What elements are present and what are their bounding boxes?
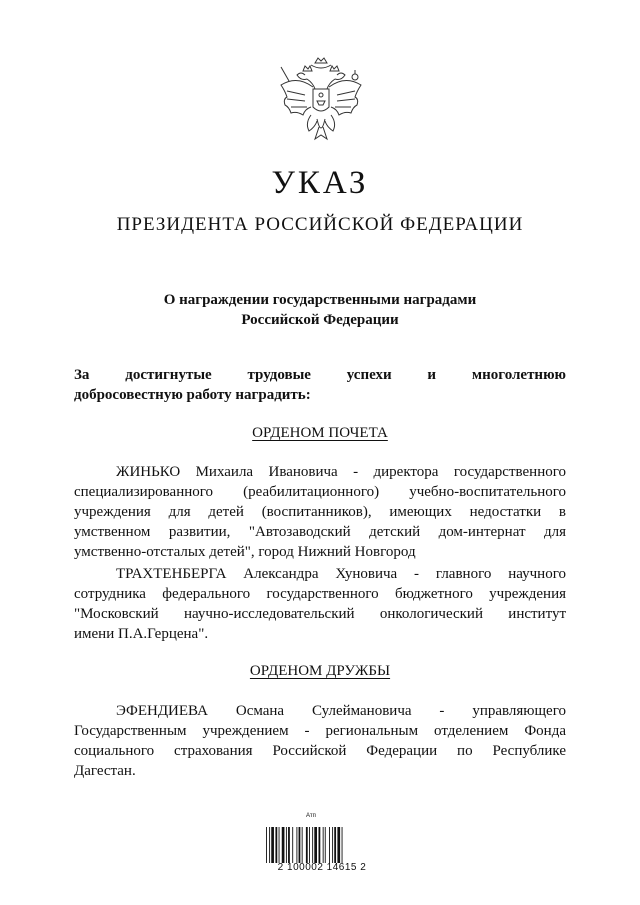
intro-paragraph xyxy=(74,365,566,405)
entry-line: умственном развитии, "Автозаводский детский дом-интернат для xyxy=(74,524,566,540)
section-title-order-of-honour xyxy=(0,423,640,443)
section-title-text: ОРДЕНОМ ПОЧЕТА xyxy=(252,425,388,441)
barcode-top-label: Атп xyxy=(306,813,316,819)
intro-line-1: За достигнутые трудовые успехи и многолетнюю xyxy=(74,367,566,383)
entry-line: "Московский научно-исследовательский онкологический институт xyxy=(74,606,566,622)
award-entry xyxy=(74,564,566,644)
intro-line-2: добросовестную работу наградить: xyxy=(74,387,311,403)
entry-line: Дагестан. xyxy=(74,763,136,779)
award-entry xyxy=(74,462,566,562)
heading-line-2: Российской Федерации xyxy=(241,312,399,328)
document-title: УКАЗ xyxy=(271,165,369,201)
entry-line: социального страхования Российской Федерации по Республике xyxy=(74,743,566,759)
barcode-number: 2 100002 14615 2 xyxy=(277,862,367,873)
entry-line: специализированного (реабилитационного) учебно-воспитательного xyxy=(74,484,566,500)
document-subtitle: ПРЕЗИДЕНТА РОССИЙСКОЙ ФЕДЕРАЦИИ xyxy=(116,214,524,235)
award-entry xyxy=(74,701,566,781)
entry-line: Государственным учреждением - региональным отделением Фонда xyxy=(74,723,566,739)
entry-line: имени П.А.Герцена". xyxy=(74,626,209,642)
entry-line: ЖИНЬКО Михаила Ивановича - директора государственного xyxy=(116,464,566,480)
heading-line-1: О награждении государственными наградами xyxy=(163,292,477,308)
entry-line: ЭФЕНДИЕВА Османа Сулеймановича - управляющего xyxy=(116,703,566,719)
entry-line: сотрудника федерального государственного бюджетного учреждения xyxy=(74,586,566,602)
entry-line: ТРАХТЕНБЕРГА Александра Хуновича - главного научного xyxy=(116,566,566,582)
coat-of-arms-icon xyxy=(275,57,367,157)
entry-line: учреждения для детей (воспитанников), имеющих недостатки в xyxy=(74,504,566,520)
document-heading xyxy=(80,290,560,330)
entry-line: умственно-отсталых детей", город Нижний Новгород xyxy=(74,544,416,560)
section-title-text: ОРДЕНОМ ДРУЖБЫ xyxy=(249,663,391,679)
section-title-order-of-friendship xyxy=(0,661,640,681)
